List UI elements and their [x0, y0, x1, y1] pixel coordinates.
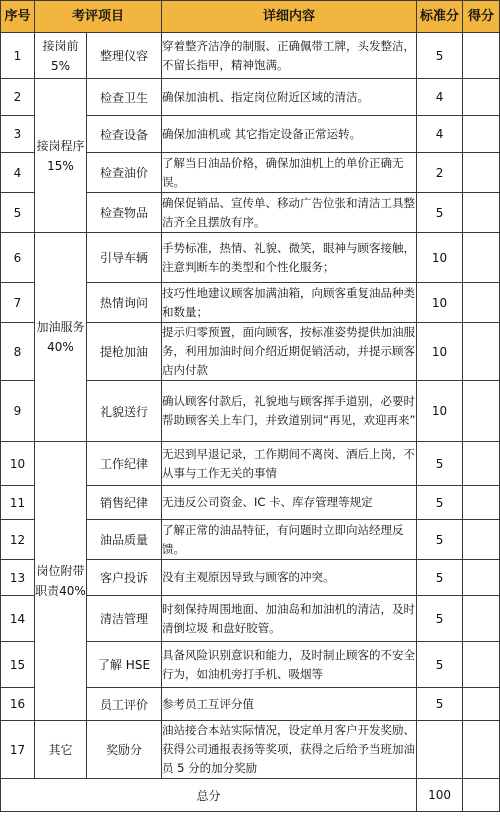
earned-score-cell[interactable]	[463, 283, 500, 323]
item-name: 热情询问	[87, 283, 162, 323]
standard-score: 5	[417, 560, 463, 596]
item-detail: 手势标准，热情、礼貌、微笑，眼神与顾客接触，注意判断车的类型和个性化服务；	[162, 233, 417, 283]
item-name: 员工评价	[87, 688, 162, 721]
earned-score-cell[interactable]	[463, 642, 500, 688]
standard-score: 10	[417, 233, 463, 283]
item-detail: 时刻保持周围地面、加油岛和加油机的清洁，及时清倒垃圾 和盘好胶管。	[162, 596, 417, 642]
row-number: 9	[1, 381, 35, 442]
earned-score-cell[interactable]	[463, 33, 500, 79]
row-number: 8	[1, 323, 35, 381]
standard-score: 10	[417, 283, 463, 323]
item-name: 礼貌送行	[87, 381, 162, 442]
standard-score: 5	[417, 520, 463, 560]
item-name: 提枪加油	[87, 323, 162, 381]
category-cell: 加油服务 40%	[35, 233, 87, 442]
item-detail: 确保加油机或 其它指定设备正常运转。	[162, 116, 417, 153]
row-number: 16	[1, 688, 35, 721]
standard-score: 5	[417, 596, 463, 642]
item-name: 检查卫生	[87, 79, 162, 116]
earned-score-cell[interactable]	[463, 153, 500, 193]
header-row	[1, 1, 500, 33]
category-cell: 接岗程序 15%	[35, 79, 87, 233]
row-number: 1	[1, 33, 35, 79]
category-cell: 岗位附带职责40%	[35, 442, 87, 721]
header-seq: 序号	[1, 1, 35, 33]
row-number: 7	[1, 283, 35, 323]
row-number: 11	[1, 486, 35, 520]
header-detail: 详细内容	[162, 1, 417, 33]
row-number: 14	[1, 596, 35, 642]
header-category: 考评项目	[35, 1, 162, 33]
item-detail: 具备风险识别意识和能力，及时制止顾客的不安全行为，如油机旁打手机、吸烟等	[162, 642, 417, 688]
row-number: 15	[1, 642, 35, 688]
standard-score: 5	[417, 688, 463, 721]
item-name: 了解 HSE	[87, 642, 162, 688]
item-detail: 了解正常的油品特征，有问题时立即向站经理反馈。	[162, 520, 417, 560]
item-name: 工作纪律	[87, 442, 162, 486]
category-cell: 其它	[35, 721, 87, 779]
earned-score-cell[interactable]	[463, 233, 500, 283]
earned-score-cell[interactable]	[463, 193, 500, 233]
item-name: 客户投诉	[87, 560, 162, 596]
item-detail: 了解当日油品价格，确保加油机上的单价正确无误。	[162, 153, 417, 193]
item-name: 检查油价	[87, 153, 162, 193]
earned-score-cell[interactable]	[463, 721, 500, 779]
item-detail: 确认顾客付款后，礼貌地与顾客挥手道别，必要时帮助顾客关上车门，并致道别词“再见，欢迎再来”	[162, 381, 417, 442]
total-score: 100	[417, 779, 463, 812]
row-number: 12	[1, 520, 35, 560]
earned-score-cell[interactable]	[463, 520, 500, 560]
category-cell: 接岗前5%	[35, 33, 87, 79]
standard-score: 5	[417, 486, 463, 520]
item-name: 油品质量	[87, 520, 162, 560]
standard-score	[417, 721, 463, 779]
item-name: 销售纪律	[87, 486, 162, 520]
earned-score-cell[interactable]	[463, 596, 500, 642]
item-detail: 无违反公司资金、IC 卡、库存管理等规定	[162, 486, 417, 520]
row-number: 6	[1, 233, 35, 283]
item-detail: 确保促销品、宣传单、移动广告位张和清洁工具整洁齐全且摆放有序。	[162, 193, 417, 233]
earned-score-cell[interactable]	[463, 381, 500, 442]
standard-score: 5	[417, 33, 463, 79]
item-name: 引导车辆	[87, 233, 162, 283]
earned-score-cell[interactable]	[463, 560, 500, 596]
row-number: 2	[1, 79, 35, 116]
standard-score: 10	[417, 381, 463, 442]
standard-score: 10	[417, 323, 463, 381]
standard-score: 5	[417, 642, 463, 688]
item-detail: 没有主观原因导致与顾客的冲突。	[162, 560, 417, 596]
item-detail: 参考员工互评分值	[162, 688, 417, 721]
item-name: 奖励分	[87, 721, 162, 779]
earned-score-cell[interactable]	[463, 323, 500, 381]
item-name: 检查物品	[87, 193, 162, 233]
row-number: 3	[1, 116, 35, 153]
table-row	[1, 233, 500, 283]
earned-score-cell[interactable]	[463, 486, 500, 520]
row-number: 10	[1, 442, 35, 486]
item-detail: 穿着整齐洁净的制服、正确佩带工牌，头发整洁，不留长指甲，精神饱满。	[162, 33, 417, 79]
standard-score: 5	[417, 442, 463, 486]
item-detail: 技巧性地建议顾客加满油箱，向顾客重复油品种类和数量；	[162, 283, 417, 323]
item-detail: 确保加油机、指定岗位附近区域的清洁。	[162, 79, 417, 116]
table-row	[1, 442, 500, 486]
item-name: 整理仪容	[87, 33, 162, 79]
earned-score-cell[interactable]	[463, 442, 500, 486]
row-number: 5	[1, 193, 35, 233]
item-detail: 提示归零预置，面向顾客，按标准姿势提供加油服务，利用加油时间介绍近期促销活动，并提示顾客店内付款	[162, 323, 417, 381]
earned-score-cell[interactable]	[463, 116, 500, 153]
header-standard-score: 标准分	[417, 1, 463, 33]
item-detail: 无迟到早退记录，工作期间不离岗、酒后上岗，不从事与工作无关的事情	[162, 442, 417, 486]
standard-score: 4	[417, 79, 463, 116]
table-row	[1, 79, 500, 116]
item-name: 检查设备	[87, 116, 162, 153]
standard-score: 2	[417, 153, 463, 193]
row-number: 13	[1, 560, 35, 596]
table-row	[1, 721, 500, 779]
total-row	[1, 779, 500, 812]
row-number: 4	[1, 153, 35, 193]
row-number: 17	[1, 721, 35, 779]
standard-score: 5	[417, 193, 463, 233]
standard-score: 4	[417, 116, 463, 153]
table-row	[1, 33, 500, 79]
earned-score-cell[interactable]	[463, 688, 500, 721]
header-earned-score: 得分	[463, 1, 500, 33]
item-detail: 油站接合本站实际情况，设定单月客户开发奖励、获得公司通报表扬等奖项，获得之后给予当班加油员 5 分的加分奖励	[162, 721, 417, 779]
total-earned-cell[interactable]	[463, 779, 500, 812]
total-label: 总分	[1, 779, 417, 812]
earned-score-cell[interactable]	[463, 79, 500, 116]
item-name: 清洁管理	[87, 596, 162, 642]
